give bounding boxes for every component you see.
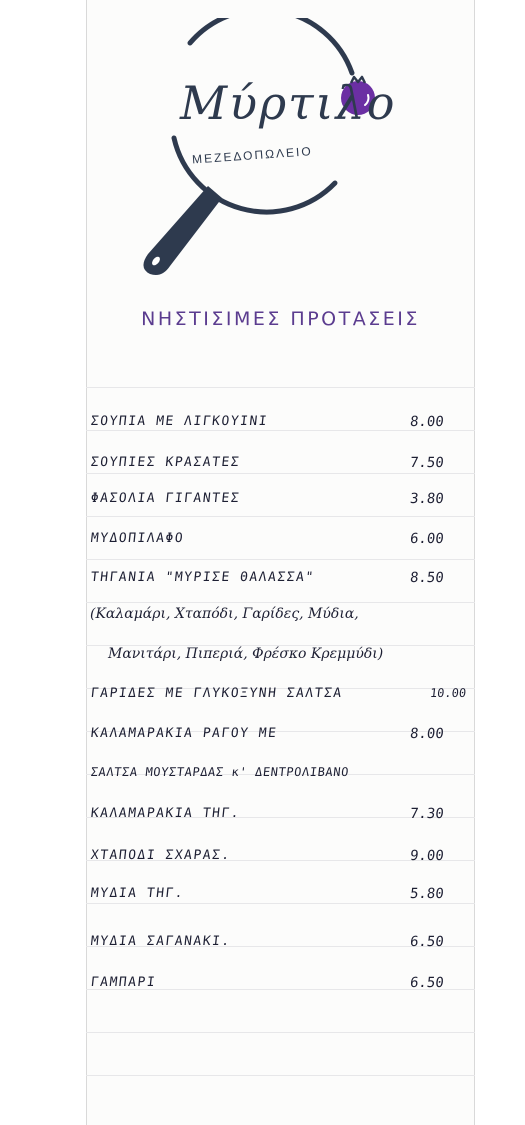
item-name: ΜΥΔΙΑ ΤΗΓ. xyxy=(90,886,185,901)
item-name: ΚΑΛΑΜΑΡΑΚΙΑ ΡΑΓΟΥ ΜΕ xyxy=(90,726,279,741)
menu-item xyxy=(90,726,465,756)
item-price: 7.30 xyxy=(409,806,445,822)
item-name: ΓΑΜΠΑΡΙ xyxy=(90,975,157,990)
menu-item xyxy=(90,570,465,600)
item-name: ΓΑΡΙΔΕΣ ΜΕ ΓΛΥΚΟΞΥΝΗ ΣΑΛΤΣΑ xyxy=(90,686,344,701)
ruled-line xyxy=(86,387,475,388)
menu-item xyxy=(90,491,465,521)
item-price: 8.50 xyxy=(409,570,445,586)
sheet-left-edge xyxy=(86,0,87,1125)
sheet-right-edge xyxy=(474,0,475,1125)
menu-item xyxy=(90,806,465,836)
logo-name: Μύρτιλο xyxy=(180,76,397,130)
item-name: ΦΑΣΟΛΙΑ ΓΙΓΑΝΤΕΣ xyxy=(90,491,241,506)
menu-item xyxy=(90,414,465,444)
logo-subtitle: ΜΕΖΕΔΟΠΩΛΕΙΟ xyxy=(191,144,314,167)
menu-item xyxy=(90,848,465,878)
item-price: 9.00 xyxy=(409,848,445,864)
menu-item xyxy=(90,686,465,716)
sauce-line: ΣΑΛΤΣΑ ΜΟΥΣΤΑΡΔΑΣ κ' ΔΕΝΤΡΟΛΙΒΑΝΟ xyxy=(90,765,350,779)
ruled-line xyxy=(86,1075,475,1076)
ruled-line xyxy=(86,602,475,603)
item-price: 8.00 xyxy=(409,414,445,430)
item-price: 3.80 xyxy=(409,491,445,507)
menu-item xyxy=(90,886,465,916)
item-name: ΣΟΥΠΙΑ ΜΕ ΛΙΓΚΟΥΙΝΙ xyxy=(90,414,269,429)
item-price: 5.80 xyxy=(409,886,445,902)
restaurant-logo xyxy=(130,18,397,288)
item-price: 10.00 xyxy=(429,686,467,700)
fry-mix-note-line-1: (Καλαμάρι, Χταπόδι, Γαρίδες, Μύδια, xyxy=(90,606,359,622)
item-name: ΚΑΛΑΜΑΡΑΚΙΑ ΤΗΓ. xyxy=(90,806,241,821)
item-name: ΣΟΥΠΙΕΣ ΚΡΑΣΑΤΕΣ xyxy=(90,455,241,470)
item-price: 6.50 xyxy=(409,975,445,991)
item-name: ΤΗΓΑΝΙΑ "ΜΥΡΙΣΕ ΘΑΛΑΣΣΑ" xyxy=(90,570,316,585)
fry-mix-note-line-2: Μανιτάρι, Πιπεριά, Φρέσκο Κρεμμύδι) xyxy=(108,646,384,662)
menu-item xyxy=(90,455,465,485)
item-name: ΜΥΔΟΠΙΛΑΦΟ xyxy=(90,531,185,546)
item-price: 7.50 xyxy=(409,455,445,471)
section-heading: ΝΗΣΤΙΣΙΜΕΣ ΠΡΟΤΑΣΕΙΣ xyxy=(141,308,420,330)
menu-item xyxy=(90,531,465,561)
item-name: ΜΥΔΙΑ ΣΑΓΑΝΑΚΙ. xyxy=(90,934,232,949)
item-price: 6.00 xyxy=(409,531,445,547)
item-price: 8.00 xyxy=(409,726,445,742)
menu-item xyxy=(90,975,465,1005)
ruled-line xyxy=(86,1032,475,1033)
sauce-continuation xyxy=(90,765,465,795)
item-price: 6.50 xyxy=(409,934,445,950)
menu-item xyxy=(90,934,465,964)
item-name: ΧΤΑΠΟΔΙ ΣΧΑΡΑΣ. xyxy=(90,848,232,863)
